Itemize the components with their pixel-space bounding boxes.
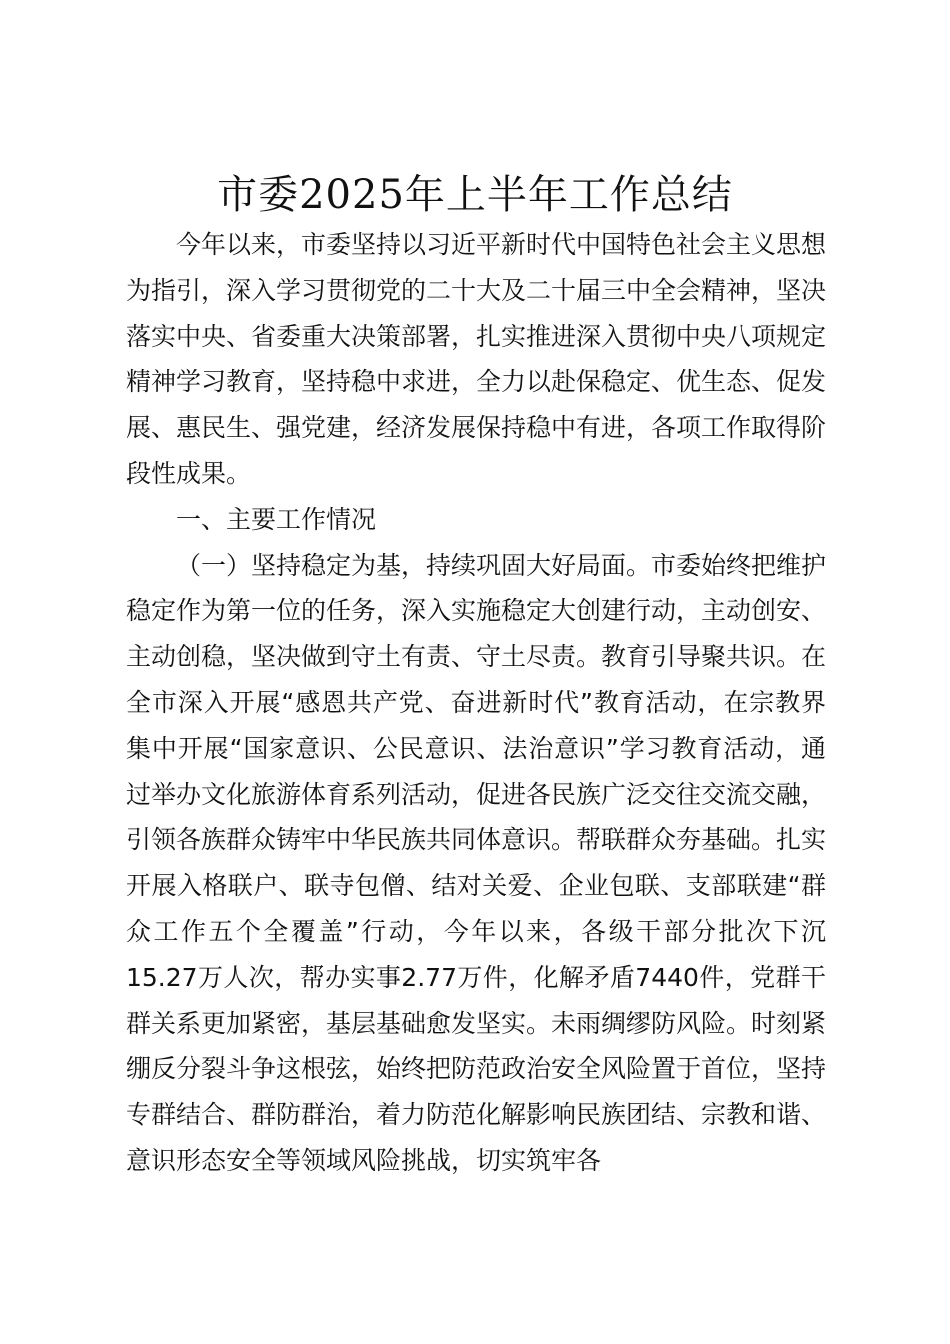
document-body [126,222,826,1184]
intro-paragraph: 今年以来，市委坚持以习近平新时代中国特色社会主义思想为指引，深入学习贯彻党的二十大及二十届三中全会精神，坚决落实中央、省委重大决策部署，扎实推进深入贯彻中央八项规定精神学习教育，坚持稳中求进，全力以赴保稳定、优生态、促发展、惠民生、强党建，经济发展保持稳中有进，各项工作取得阶段性成果。 [126,230,827,488]
subsection-paragraph: （一）坚持稳定为基，持续巩固大好局面。市委始终把维护稳定作为第一位的任务，深入实施稳定大创建行动，主动创安、主动创稳，坚决做到守土有责、守土尽责。教育引导聚共识。在全市深入开展“感恩共产党、奋进新时代”教育活动，在宗教界集中开展“国家意识、公民意识、法治意识”学习教育活动，通过举办文化旅游体育系列活动，促进各民族广泛交往交流交融，引领各族群众铸牢中华民族共同体意识。帮联群众夯基础。扎实开展入格联户、联寺包僧、结对关爱、企业包联、支部联建“群众工作五个全覆盖”行动，今年以来，各级干部分批次下沉15.27万人次，帮办实事2.77万件，化解矛盾7440件，党群干群关系更加紧密，基层基础愈发坚实。未雨绸缪防风险。时刻紧绷反分裂斗争这根弦，始终把防范政治安全风险置于首位，坚持专群结合、群防群治，着力防范化解影响民族团结、宗教和谐、意识形态安全等领域风险挑战，切实筑牢各 [126,550,827,1175]
section-heading: 一、主要工作情况 [176,504,377,534]
document-title: 市委2025年上半年工作总结 [217,172,733,218]
